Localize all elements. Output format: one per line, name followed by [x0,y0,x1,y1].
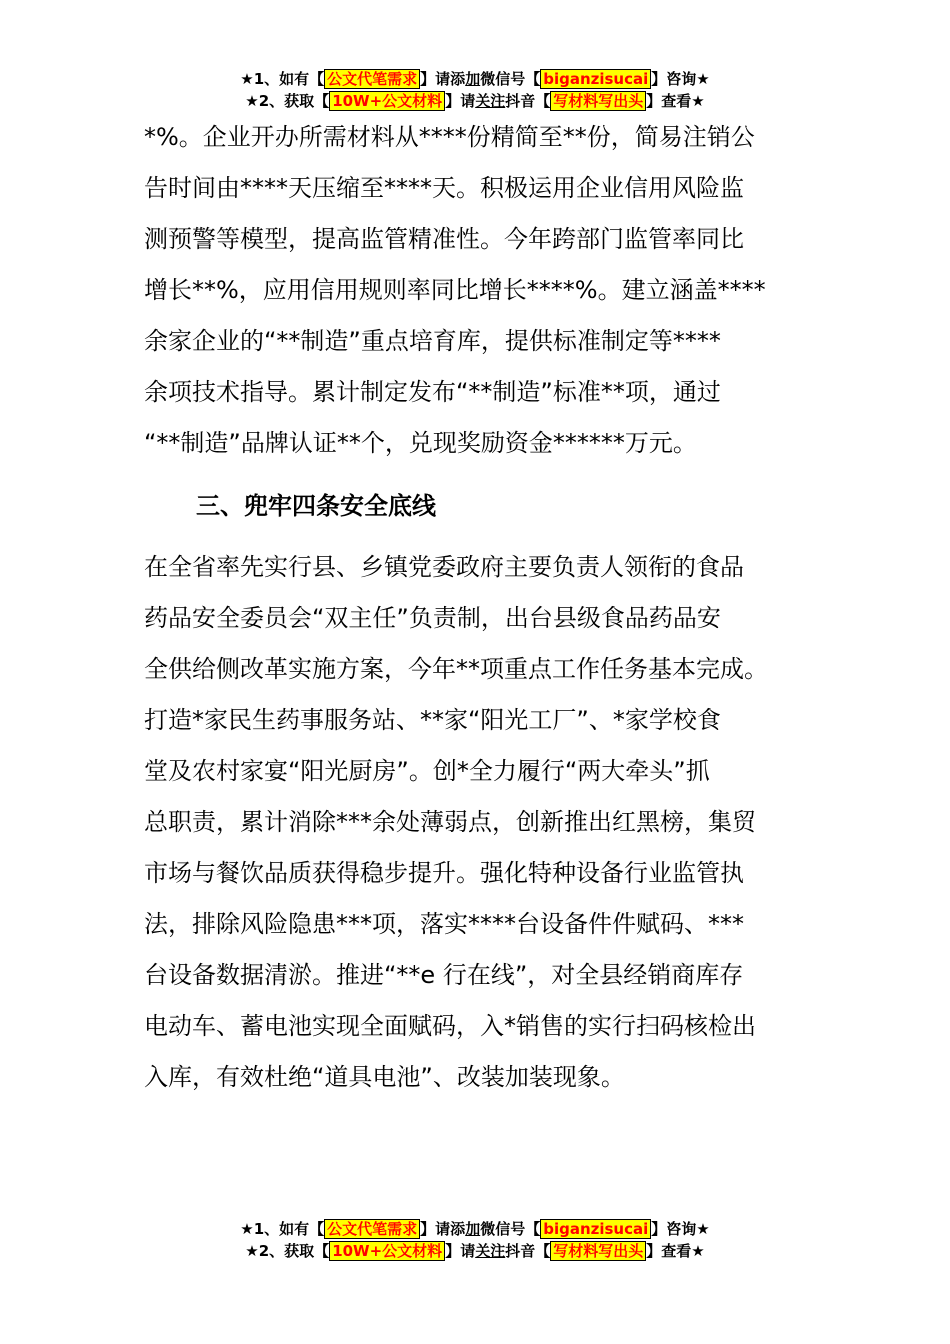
promo-text: 关注 [475,1242,506,1260]
promo-text: ★1、如有【 [240,70,325,88]
promo-text: 】请添 [420,1220,466,1238]
text-line: 测预警等模型，提高监管精准性。今年跨部门监管率同比 [144,225,744,253]
highlight-wechat-id: biganzisucai [540,1219,651,1239]
highlight-materials: 10W+公文材料 [329,1241,445,1261]
text-line: 堂及农村家宴“阳光厨房”。创*全力履行“两大牵头”抓 [144,757,710,785]
text-line: 市场与餐饮品质获得稳步提升。强化特种设备行业监管执 [144,859,744,887]
promo-text: 】查看★ [646,1242,705,1260]
promo-text: 】咨询★ [651,1220,710,1238]
promo-text: 微信号【 [480,70,541,88]
promo-line-2 [0,90,950,112]
text-line: *%。企业开办所需材料从****份精简至**份，简易注销公 [144,123,755,151]
highlight-service: 公文代笔需求 [324,1219,420,1239]
paragraph-2 [144,542,824,1103]
text-line: 打造*家民生药事服务站、**家“阳光工厂”、*家学校食 [144,706,721,734]
text-line: 余项技术指导。累计制定发布“**制造”标准**项，通过 [144,378,721,406]
paragraph-1 [144,112,824,469]
text-line: 电动车、蓄电池实现全面赋码，入*销售的实行扫码核检出 [144,1012,756,1040]
promo-line-1 [0,68,950,90]
promo-text: ★1、如有【 [240,1220,325,1238]
text-line: 总职责，累计消除***余处薄弱点，创新推出红黑榜，集贸 [144,808,756,836]
promo-text: ★2、获取【 [245,1242,330,1260]
promo-text: ★2、获取【 [245,92,330,110]
promo-text: 加 [465,70,481,88]
promo-text: 】请 [445,92,476,110]
highlight-materials: 10W+公文材料 [329,91,445,111]
promo-line-1 [0,1218,950,1240]
promo-text: 】查看★ [646,92,705,110]
promo-text: 】请 [445,1242,476,1260]
promo-text: 抖音【 [505,1242,551,1260]
promo-text: 关注 [475,92,506,110]
section-heading: 三、兜牢四条安全底线 [196,492,436,520]
text-line: 余家企业的“**制造”重点培育库，提供标准制定等**** [144,327,721,355]
promo-banner-top [0,68,950,112]
text-line: “**制造”品牌认证**个，兑现奖励资金******万元。 [144,429,697,457]
text-line: 药品安全委员会“双主任”负责制，出台县级食品药品安 [144,604,721,632]
highlight-service: 公文代笔需求 [324,69,420,89]
promo-text: 加 [465,1220,481,1238]
promo-text: 】请添 [420,70,466,88]
promo-banner-bottom [0,1218,950,1262]
highlight-douyin-id: 写材料写出头 [550,91,646,111]
highlight-wechat-id: biganzisucai [540,69,651,89]
text-line: 台设备数据清淤。推进“**e 行在线”，对全县经销商库存 [144,961,744,989]
promo-text: 】咨询★ [651,70,710,88]
document-body [144,112,824,1103]
promo-line-2 [0,1240,950,1262]
text-line: 增长**%，应用信用规则率同比增长****%。建立涵盖**** [144,276,766,304]
text-line: 法，排除风险隐患***项，落实****台设备件件赋码、*** [144,910,744,938]
text-line: 在全省率先实行县、乡镇党委政府主要负责人领衔的食品 [144,553,744,581]
text-line: 入库，有效杜绝“道具电池”、改装加装现象。 [144,1063,625,1091]
promo-text: 抖音【 [505,92,551,110]
text-line: 告时间由****天压缩至****天。积极运用企业信用风险监 [144,174,744,202]
highlight-douyin-id: 写材料写出头 [550,1241,646,1261]
promo-text: 微信号【 [480,1220,541,1238]
text-line: 全供给侧改革实施方案，今年**项重点工作任务基本完成。 [144,655,768,683]
